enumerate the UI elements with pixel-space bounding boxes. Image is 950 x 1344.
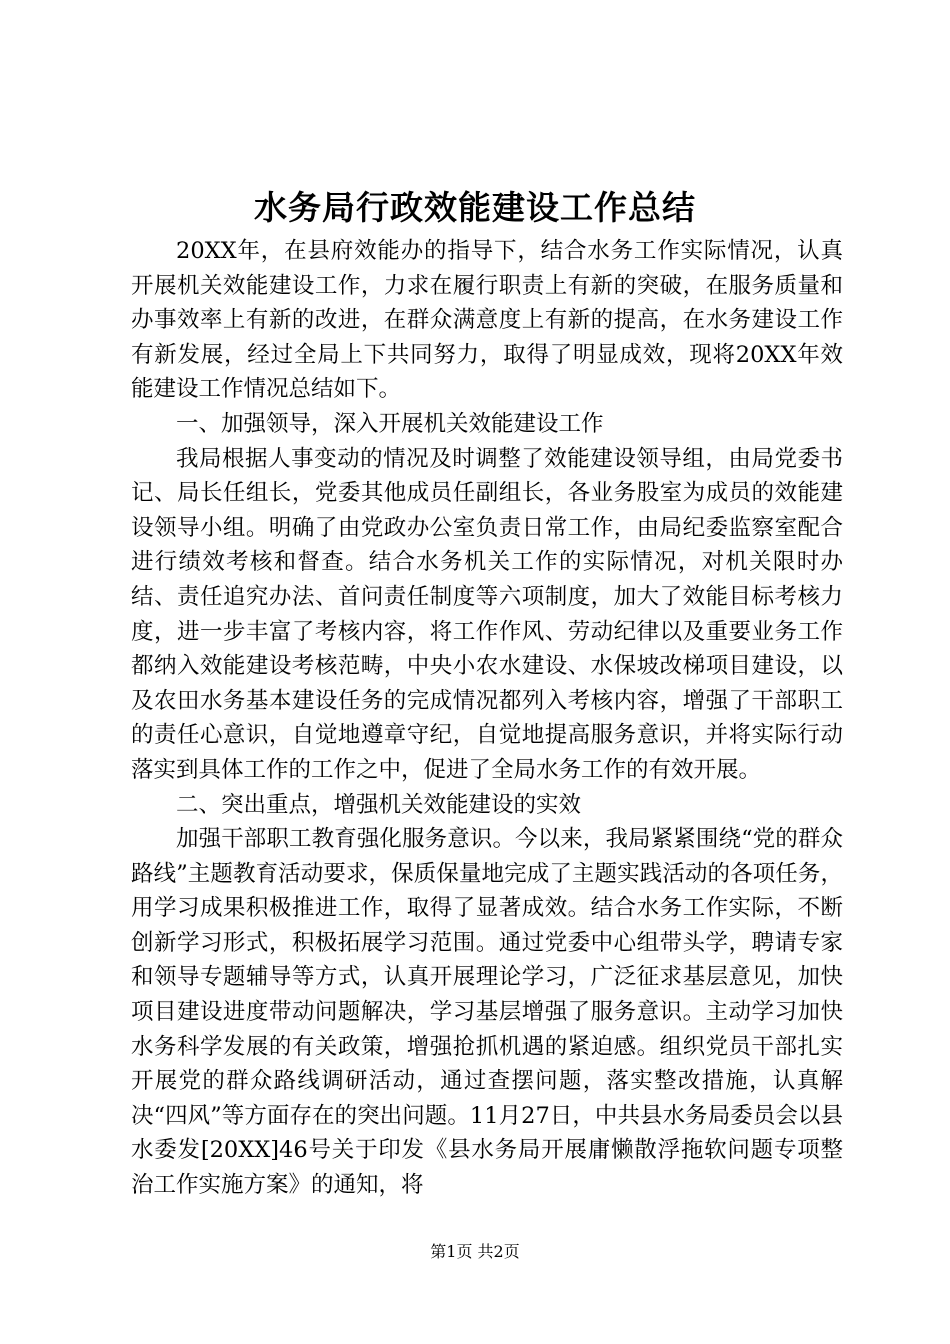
paragraph-section-2: 加强干部职工教育强化服务意识。今以来，我局紧紧围绕“党的群众路线”主题教育活动要求，保质保量地完成了主题实践活动的各项任务，用学习成果积极推进工作，取得了显著成效。结合水务工作实际，不断创新学习形式，积极拓展学习范围。通过党委中心组带头学，聘请专家和领导专题辅导等方式，认真开展理论学习，广泛征求基层意见，加快项目建设进度带动问题解决，学习基层增强了服务意识。主动学习加快水务科学发展的有关政策，增强抢抓机遇的紧迫感。组织党员干部扎实开展党的群众路线调研活动，通过查摆问题，落实整改措施，认真解决“四风”等方面存在的突出问题。11月27日，中共县水务局委员会以县水委发[20XX]46号关于印发《县水务局开展庸懒散浮拖软问题专项整治工作实施方案》的通知，将: [131, 826, 843, 1199]
paragraph-intro: 20XX年，在县府效能办的指导下，结合水务工作实际情况，认真开展机关效能建设工作，力求在履行职责上有新的突破，在服务质量和办事效率上有新的改进，在群众满意度上有新的提高，在水务建设工作有新发展，经过全局上下共同努力，取得了明显成效，现将20XX年效能建设工作情况总结如下。: [131, 238, 843, 403]
section-heading-2: 二、突出重点，增强机关效能建设的实效: [176, 791, 582, 818]
paragraph-section-1: 我局根据人事变动的情况及时调整了效能建设领导组，由局党委书记、局长任组长，党委其他成员任副组长，各业务股室为成员的效能建设领导小组。明确了由党政办公室负责日常工作，由局纪委监察室配合进行绩效考核和督查。结合水务机关工作的实际情况，对机关限时办结、责任追究办法、首问责任制度等六项制度，加大了效能目标考核力度，进一步丰富了考核内容，将工作作风、劳动纪律以及重要业务工作都纳入效能建设考核范畴，中央小农水建设、水保坡改梯项目建设，以及农田水务基本建设任务的完成情况都列入考核内容，增强了干部职工的责任心意识，自觉地遵章守纪，自觉地提高服务意识，并将实际行动落实到具体工作的工作之中，促进了全局水务工作的有效开展。: [131, 445, 843, 783]
section-heading-1: 一、加强领导，深入开展机关效能建设工作: [176, 410, 604, 437]
document-title: 水务局行政效能建设工作总结: [254, 188, 696, 227]
document-body: [131, 234, 843, 1203]
page-footer: 第1页 共2页: [430, 1242, 520, 1261]
